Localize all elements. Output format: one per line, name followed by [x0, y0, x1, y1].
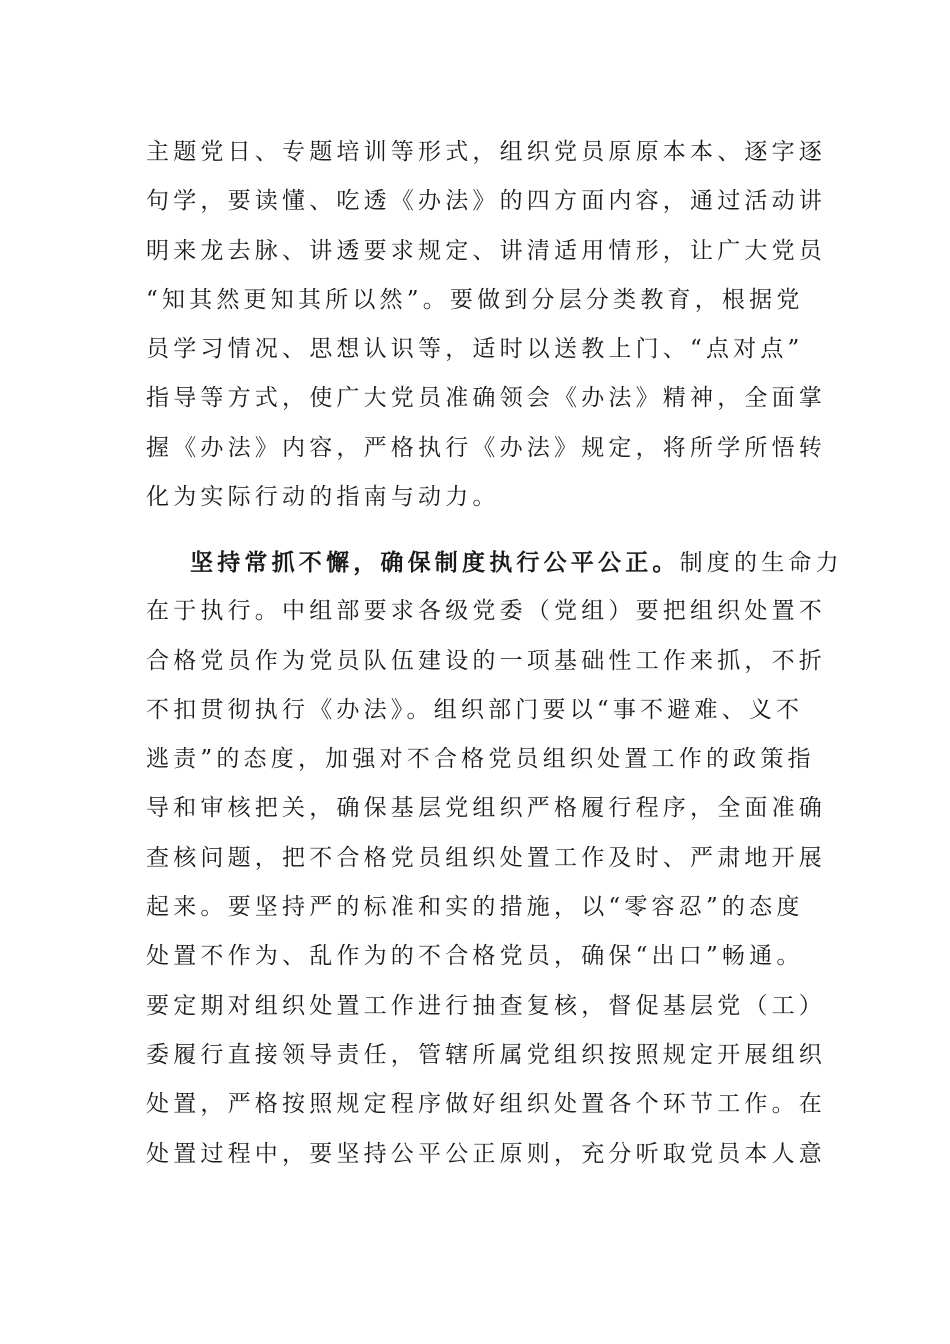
- paragraph-line: 要定期对组织处置工作进行抽查复核，督促基层党（工）: [146, 992, 826, 1019]
- paragraph-line: 主题党日、专题培训等形式，组织党员原原本本、逐字逐: [146, 139, 826, 165]
- paragraph-line: 委履行直接领导责任，管辖所属党组织按照规定开展组织: [146, 1041, 826, 1068]
- paragraph-line: 句学，要读懂、吃透《办法》的四方面内容，通过活动讲: [146, 188, 826, 215]
- paragraph-2: [146, 538, 843, 1179]
- paragraph-heading: 坚持常抓不懈，确保制度执行公平公正。: [190, 549, 680, 576]
- paragraph-line: 明来龙去脉、讲透要求规定、讲清适用情形，让广大党员: [146, 237, 826, 264]
- paragraph-line: 合格党员作为党员队伍建设的一项基础性工作来抓，不折: [146, 647, 826, 674]
- paragraph-line: 握《办法》内容，严格执行《办法》规定，将所学所悟转: [146, 434, 826, 461]
- paragraph-1: [146, 128, 826, 522]
- paragraph-first-line: [146, 538, 843, 587]
- paragraph-line: 起来。要坚持严的标准和实的措施，以“零容忍”的态度: [146, 894, 804, 921]
- paragraph-line: “知其然更知其所以然”。要做到分层分类教育，根据党: [146, 286, 804, 313]
- paragraph-line: 导和审核把关，确保基层党组织严格履行程序，全面准确: [146, 795, 826, 822]
- paragraph-line: 处置过程中，要坚持公平公正原则，充分听取党员本人意: [146, 1140, 826, 1167]
- paragraph-line: 处置，严格按照规定程序做好组织处置各个环节工作。在: [146, 1091, 826, 1118]
- paragraph-line: 员学习情况、思想认识等，适时以送教上门、“点对点”: [146, 336, 804, 363]
- paragraph-line: 查核问题，把不合格党员组织处置工作及时、严肃地开展: [146, 844, 826, 871]
- paragraph-line: 逃责”的态度，加强对不合格党员组织处置工作的政策指: [146, 746, 815, 773]
- paragraph-line: 不扣贯彻执行《办法》。组织部门要以“事不避难、义不: [146, 696, 804, 723]
- paragraph-line: 化为实际行动的指南与动力。: [146, 484, 500, 511]
- paragraph-line: 在于执行。中组部要求各级党委（党组）要把组织处置不: [146, 598, 826, 625]
- paragraph-line-rest: 制度的生命力: [679, 550, 843, 576]
- paragraph-line: 处置不作为、乱作为的不合格党员，确保“出口”畅通。: [146, 943, 804, 970]
- paragraph-line: 指导等方式，使广大党员准确领会《办法》精神，全面掌: [146, 385, 826, 412]
